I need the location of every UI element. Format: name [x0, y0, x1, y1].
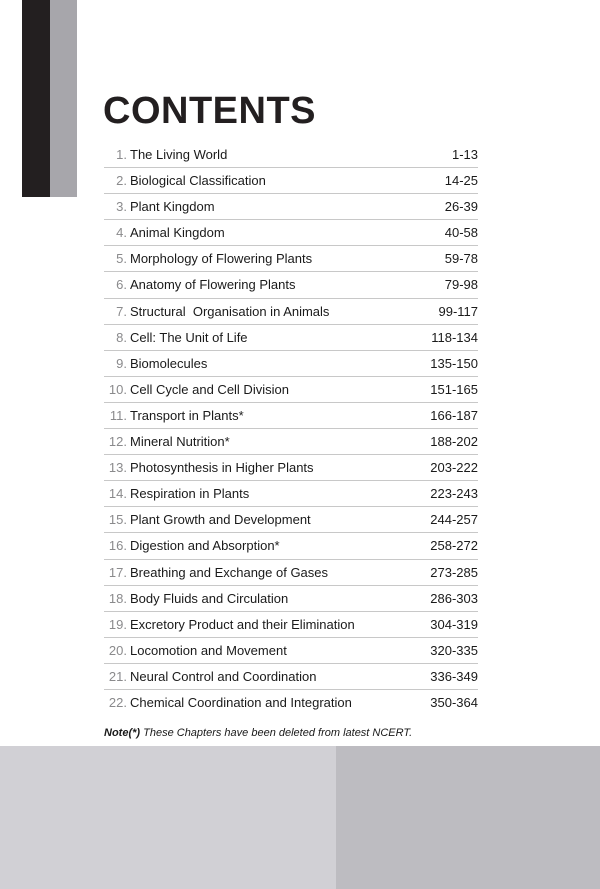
chapter-number: 13.: [108, 460, 127, 476]
chapter-title[interactable]: Cell Cycle and Cell Division: [130, 381, 289, 397]
chapter-number: 12.: [108, 434, 127, 450]
chapter-number: 2.: [116, 173, 127, 189]
footer-band-right: [336, 746, 600, 889]
chapter-title[interactable]: Respiration in Plants: [130, 486, 250, 502]
toc-entry[interactable]: [104, 351, 478, 377]
chapter-pages: 304-319: [430, 616, 478, 632]
toc-entry[interactable]: [104, 377, 478, 403]
chapter-number: 14.: [108, 486, 127, 502]
chapter-number: 1.: [116, 147, 127, 162]
footnote-text: These Chapters have been deleted from latest NCERT.: [140, 727, 413, 739]
chapter-title[interactable]: Body Fluids and Circulation: [130, 590, 289, 606]
chapter-title[interactable]: Anatomy of Flowering Plants: [130, 277, 296, 293]
toc-entry[interactable]: [104, 507, 478, 533]
chapter-title[interactable]: Animal Kingdom: [130, 225, 225, 241]
page-title: CONTENTS: [103, 90, 316, 132]
chapter-number: 7.: [116, 303, 127, 319]
footer-band-left: [0, 746, 336, 889]
chapter-title[interactable]: Locomotion and Movement: [130, 642, 287, 658]
chapter-pages: 151-165: [430, 381, 478, 397]
chapter-title[interactable]: Digestion and Absorption*: [130, 538, 280, 554]
chapter-pages: 1-13: [451, 147, 478, 162]
chapter-title[interactable]: The Living World: [130, 147, 228, 162]
chapter-title[interactable]: Neural Control and Coordination: [130, 668, 317, 684]
chapter-title[interactable]: Structural Organisation in Animals: [130, 303, 330, 319]
chapter-pages: 244-257: [430, 512, 478, 528]
chapter-pages: 188-202: [430, 434, 478, 450]
toc-entry[interactable]: [104, 220, 478, 246]
chapter-pages: 166-187: [430, 407, 478, 423]
chapter-title[interactable]: Biomolecules: [130, 355, 208, 371]
toc-entry[interactable]: [104, 664, 478, 690]
chapter-number: 19.: [108, 616, 127, 632]
chapter-pages: 320-335: [430, 642, 478, 658]
toc-entry[interactable]: [104, 612, 478, 638]
chapter-pages: 258-272: [430, 538, 478, 554]
toc-entry[interactable]: [104, 429, 478, 455]
chapter-number: 5.: [116, 251, 127, 267]
chapter-pages: 350-364: [430, 694, 478, 710]
toc-entry[interactable]: [104, 690, 478, 716]
chapter-number: 11.: [109, 407, 127, 423]
chapter-pages: 135-150: [430, 355, 478, 371]
chapter-number: 17.: [108, 564, 127, 580]
chapter-title[interactable]: Transport in Plants*: [130, 407, 244, 423]
toc-entry[interactable]: [104, 246, 478, 272]
chapter-number: 3.: [116, 199, 127, 215]
chapter-number: 9.: [116, 355, 127, 371]
chapter-number: 10.: [108, 381, 127, 397]
chapter-pages: 26-39: [444, 199, 478, 215]
toc-entry[interactable]: [104, 455, 478, 481]
chapter-number: 18.: [108, 590, 127, 606]
chapter-pages: 273-285: [430, 564, 478, 580]
chapter-title[interactable]: Breathing and Exchange of Gases: [130, 564, 329, 580]
chapter-pages: 286-303: [430, 590, 478, 606]
chapter-pages: 336-349: [430, 668, 478, 684]
chapter-number: 15.: [108, 512, 127, 528]
chapter-title[interactable]: Mineral Nutrition*: [130, 434, 230, 450]
chapter-title[interactable]: Cell: The Unit of Life: [130, 329, 248, 345]
chapter-pages: 59-78: [444, 251, 478, 267]
chapter-number: 21.: [108, 668, 127, 684]
chapter-title[interactable]: Chemical Coordination and Integration: [130, 694, 352, 710]
chapter-pages: 40-58: [444, 225, 478, 241]
chapter-pages: 14-25: [444, 173, 478, 189]
chapter-title[interactable]: Photosynthesis in Higher Plants: [130, 460, 314, 476]
toc-entry[interactable]: [104, 272, 478, 298]
toc-entry[interactable]: [104, 168, 478, 194]
table-of-contents: [104, 142, 478, 716]
chapter-number: 4.: [116, 225, 127, 241]
chapter-pages: 99-117: [438, 303, 478, 319]
chapter-pages: 203-222: [430, 460, 478, 476]
chapter-pages: 118-134: [431, 329, 478, 345]
decorative-gray-bar: [50, 0, 77, 197]
chapter-number: 6.: [116, 277, 127, 293]
chapter-number: 16.: [108, 538, 127, 554]
toc-entry[interactable]: [104, 533, 478, 559]
chapter-title[interactable]: Excretory Product and their Elimination: [130, 616, 355, 632]
chapter-title[interactable]: Plant Growth and Development: [130, 512, 311, 528]
toc-entry[interactable]: [104, 560, 478, 586]
toc-entry[interactable]: [104, 299, 478, 325]
toc-entry[interactable]: [104, 142, 478, 168]
chapter-title[interactable]: Morphology of Flowering Plants: [130, 251, 313, 267]
toc-entry[interactable]: [104, 325, 478, 351]
toc-entry[interactable]: [104, 403, 478, 429]
toc-entry[interactable]: [104, 586, 478, 612]
chapter-number: 8.: [116, 329, 127, 345]
footnote-label: Note(*): [104, 727, 141, 739]
chapter-pages: 79-98: [444, 277, 478, 293]
chapter-number: 22.: [108, 694, 127, 710]
chapter-title[interactable]: Biological Classification: [130, 173, 266, 189]
chapter-title[interactable]: Plant Kingdom: [130, 199, 215, 215]
decorative-black-bar: [22, 0, 50, 197]
toc-entry[interactable]: [104, 638, 478, 664]
toc-entry[interactable]: [104, 481, 478, 507]
chapter-number: 20.: [108, 642, 127, 658]
footnote: [104, 727, 412, 739]
chapter-pages: 223-243: [430, 486, 478, 502]
toc-entry[interactable]: [104, 194, 478, 220]
